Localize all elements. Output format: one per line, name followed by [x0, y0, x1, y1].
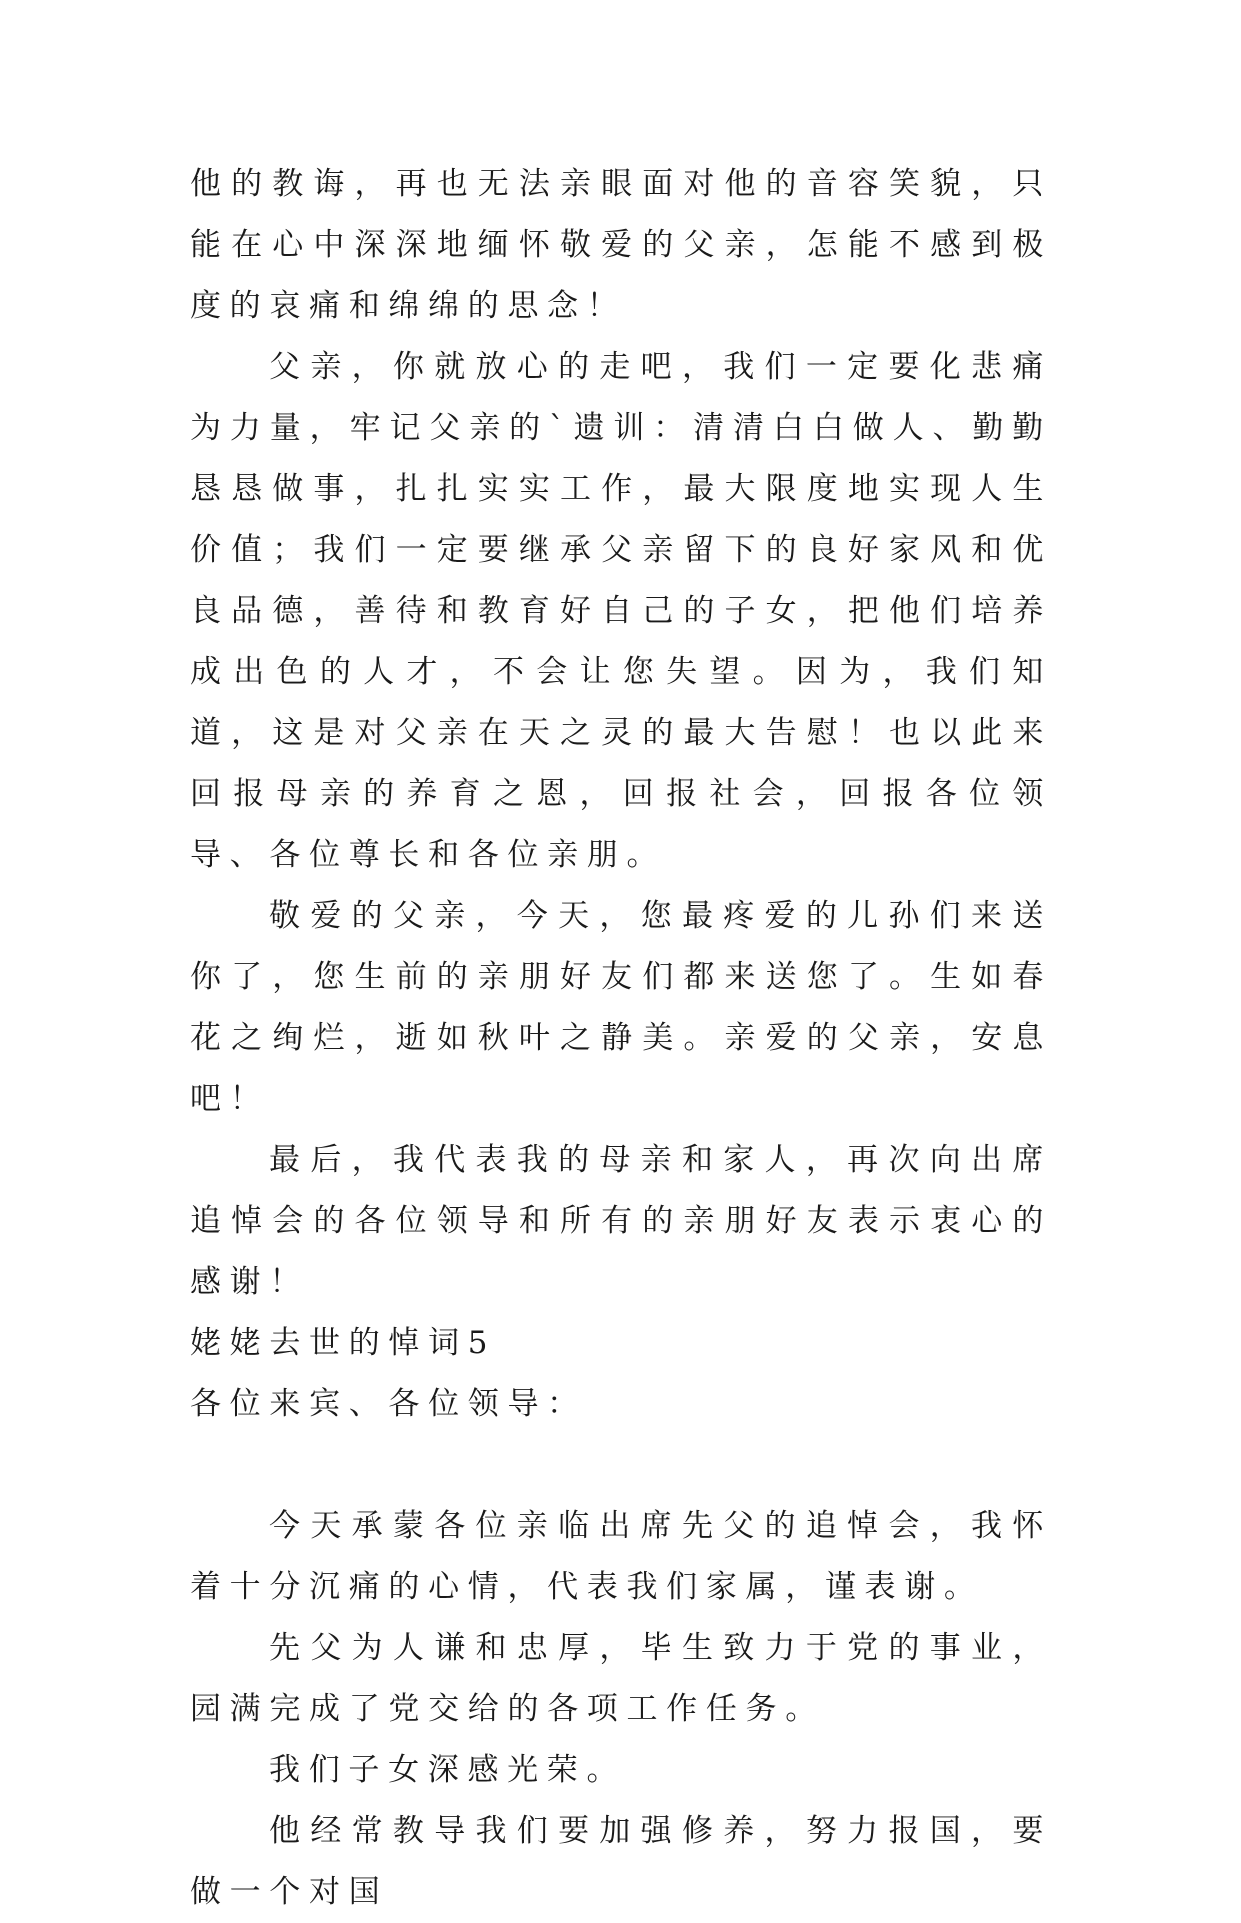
- paragraph-teaching: 他经常教导我们要加强修养，努力报国，要做一个对国: [190, 1813, 1052, 1910]
- paragraph-farewell: 敬爱的父亲，今天，您最疼爱的儿孙们来送你了，您生前的亲朋好友们都来送您了。生如春花之绚烂，逝如秋叶之静美。亲爱的父亲，安息吧！: [190, 898, 1052, 1117]
- paragraph-opening: 今天承蒙各位亲临出席先父的追悼会，我怀着十分沉痛的心情，代表我们家属，谨表谢。: [190, 1508, 1052, 1605]
- document-body: [190, 154, 1052, 1923]
- blank-line: [190, 1435, 1052, 1496]
- section-title: 姥姥去世的悼词5: [190, 1325, 497, 1361]
- paragraph-father-legacy: 父亲，你就放心的走吧，我们一定要化悲痛为力量，牢记父亲的`遗训：清清白白做人、勤勤恳恳做事，扎扎实实工作，最大限度地实现人生价值；我们一定要继承父亲留下的良好家风和优良品德，善待和教育好自己的子女，把他们培养成出色的人才，不会让您失望。因为，我们知道，这是对父亲在天之灵的最大告慰！也以此来回报母亲的养育之恩，回报社会，回报各位领导、各位尊长和各位亲朋。: [190, 349, 1052, 873]
- paragraph-thanks: 最后，我代表我的母亲和家人，再次向出席追悼会的各位领导和所有的亲朋好友表示衷心的感谢！: [190, 1142, 1052, 1300]
- salutation: 各位来宾、各位领导：: [190, 1386, 587, 1422]
- paragraph-continuation: 他的教诲，再也无法亲眼面对他的音容笑貌，只能在心中深深地缅怀敬爱的父亲，怎能不感到极度的哀痛和绵绵的思念！: [190, 166, 1052, 324]
- paragraph-character: 先父为人谦和忠厚，毕生致力于党的事业，园满完成了党交给的各项工作任务。: [190, 1630, 1052, 1727]
- paragraph-pride: 我们子女深感光荣。: [269, 1752, 627, 1788]
